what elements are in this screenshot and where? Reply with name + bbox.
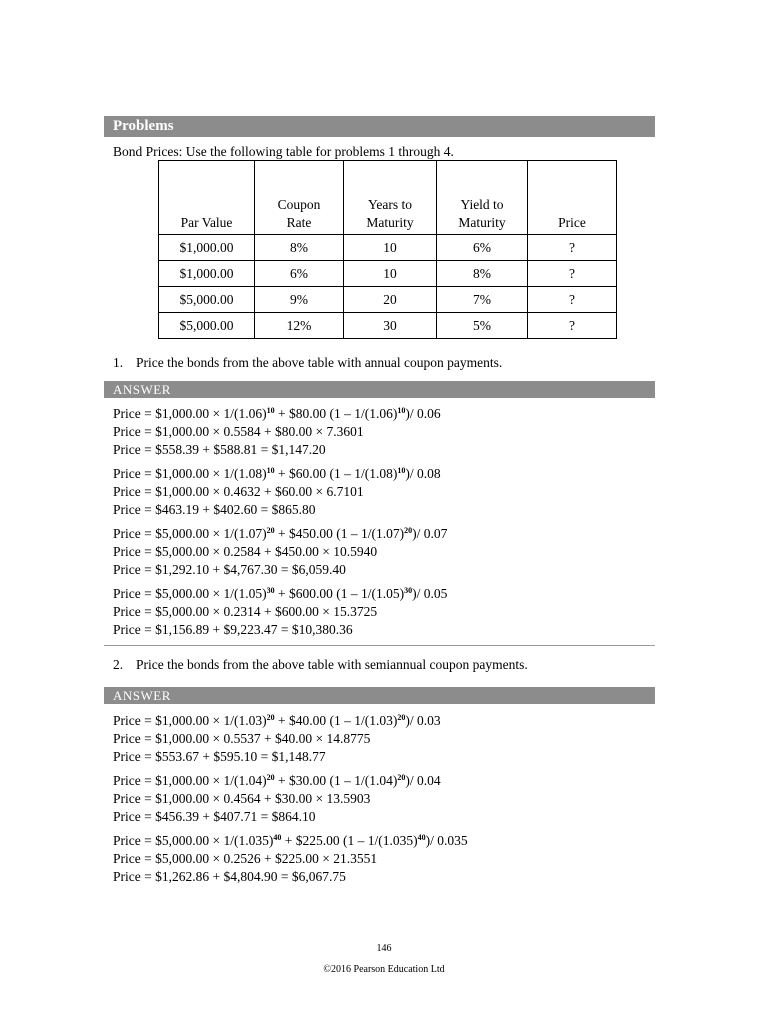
table-cell: 6%	[255, 261, 344, 287]
table-row	[159, 261, 617, 287]
formula-line: Price = $1,000.00 × $1/(1.03)^{20}$ + $40.00 $(1 - 1/(1.03)^{20})/$ 0.03	[113, 713, 441, 728]
computation-line: Price = $1,000.00 × 0.5584 + $80.00 × 7.3601	[113, 424, 364, 439]
answer-1-group-1	[113, 405, 655, 459]
result-line: Price = $1,292.10 + $4,767.30 = $6,059.40	[113, 562, 346, 577]
answer-1-group-3	[113, 525, 655, 579]
answer-1-group-4	[113, 585, 655, 639]
table-cell: 8%	[255, 235, 344, 261]
page-number: 146	[376, 943, 392, 954]
formula-line: Price = $5,000.00 × $1/(1.05)^{30}$ + $600.00 $(1 - 1/(1.05)^{30})/$ 0.05	[113, 586, 448, 601]
intro-text: Bond Prices: Use the following table for problems 1 through 4.	[113, 144, 454, 159]
answer-2-group-2	[113, 772, 655, 826]
formula-line: Price = $1,000.00 × $1/(1.06)^{10}$ + $80.00 $(1 - 1/(1.06)^{10})/$ 0.06	[113, 406, 441, 421]
result-line: Price = $1,262.86 + $4,804.90 = $6,067.75	[113, 869, 346, 884]
table-cell: 10	[344, 235, 437, 261]
formula-line: Price = $5,000.00 × $1/(1.035)^{40}$ + $225.00 $(1 - 1/(1.035)^{40})/$ 0.035	[113, 833, 468, 848]
table-cell: 5%	[437, 313, 528, 339]
result-line: Price = $553.67 + $595.10 = $1,148.77	[113, 749, 326, 764]
table-cell: 9%	[255, 287, 344, 313]
table-cell: $1,000.00	[159, 235, 255, 261]
computation-line: Price = $1,000.00 × 0.4632 + $60.00 × 6.7101	[113, 484, 364, 499]
question-1-text: Price the bonds from the above table with annual coupon payments.	[136, 355, 503, 370]
table-cell: $5,000.00	[159, 313, 255, 339]
answer-1-group-2	[113, 465, 655, 519]
section-divider	[104, 645, 655, 646]
answer-label-2: ANSWER	[104, 687, 655, 704]
table-row	[159, 235, 617, 261]
header-yield-to-maturity: Yield to Maturity	[437, 161, 528, 235]
table-cell: ?	[528, 235, 617, 261]
computation-line: Price = $5,000.00 × 0.2314 + $600.00 × 15.3725	[113, 604, 378, 619]
result-line: Price = $456.39 + $407.71 = $864.10	[113, 809, 316, 824]
question-1: 1. Price the bonds from the above table with annual coupon payments.	[113, 355, 503, 370]
header-coupon-rate: Coupon Rate	[255, 161, 344, 235]
table-cell: ?	[528, 287, 617, 313]
table-cell: 20	[344, 287, 437, 313]
question-2: 2. Price the bonds from the above table with semiannual coupon payments.	[113, 657, 528, 672]
table-cell: 30	[344, 313, 437, 339]
section-title: Problems	[104, 116, 655, 137]
table-cell: $5,000.00	[159, 287, 255, 313]
header-price: Price	[528, 161, 617, 235]
table-cell: ?	[528, 313, 617, 339]
answer-label-1: ANSWER	[104, 381, 655, 398]
result-line: Price = $1,156.89 + $9,223.47 = $10,380.36	[113, 622, 353, 637]
result-line: Price = $463.19 + $402.60 = $865.80	[113, 502, 316, 517]
table-cell: 6%	[437, 235, 528, 261]
table-row	[159, 287, 617, 313]
computation-line: Price = $5,000.00 × 0.2584 + $450.00 × 10.5940	[113, 544, 378, 559]
header-par-value: Par Value	[159, 161, 255, 235]
computation-line: Price = $1,000.00 × 0.5537 + $40.00 × 14.8775	[113, 731, 371, 746]
table-row	[159, 313, 617, 339]
table-cell: 7%	[437, 287, 528, 313]
question-2-text: Price the bonds from the above table with semiannual coupon payments.	[136, 657, 528, 672]
header-years-to-maturity: Years to Maturity	[344, 161, 437, 235]
formula-line: Price = $1,000.00 × $1/(1.04)^{20}$ + $30.00 $(1 - 1/(1.04)^{20})/$ 0.04	[113, 773, 441, 788]
formula-line: Price = $1,000.00 × $1/(1.08)^{10}$ + $60.00 $(1 - 1/(1.08)^{10})/$ 0.08	[113, 466, 441, 481]
formula-line: Price = $5,000.00 × $1/(1.07)^{20}$ + $450.00 $(1 - 1/(1.07)^{20})/$ 0.07	[113, 526, 448, 541]
table-cell: $1,000.00	[159, 261, 255, 287]
table-cell: 12%	[255, 313, 344, 339]
table-cell: ?	[528, 261, 617, 287]
answer-2-group-1	[113, 712, 655, 766]
answer-2-group-3	[113, 832, 655, 886]
document-page	[104, 116, 655, 886]
bond-table	[158, 160, 617, 339]
computation-line: Price = $1,000.00 × 0.4564 + $30.00 × 13.5903	[113, 791, 371, 806]
table-header-row	[159, 161, 617, 235]
computation-line: Price = $5,000.00 × 0.2526 + $225.00 × 21.3551	[113, 851, 378, 866]
result-line: Price = $558.39 + $588.81 = $1,147.20	[113, 442, 326, 457]
table-cell: 10	[344, 261, 437, 287]
table-cell: 8%	[437, 261, 528, 287]
copyright: ©2016 Pearson Education Ltd	[323, 964, 445, 975]
